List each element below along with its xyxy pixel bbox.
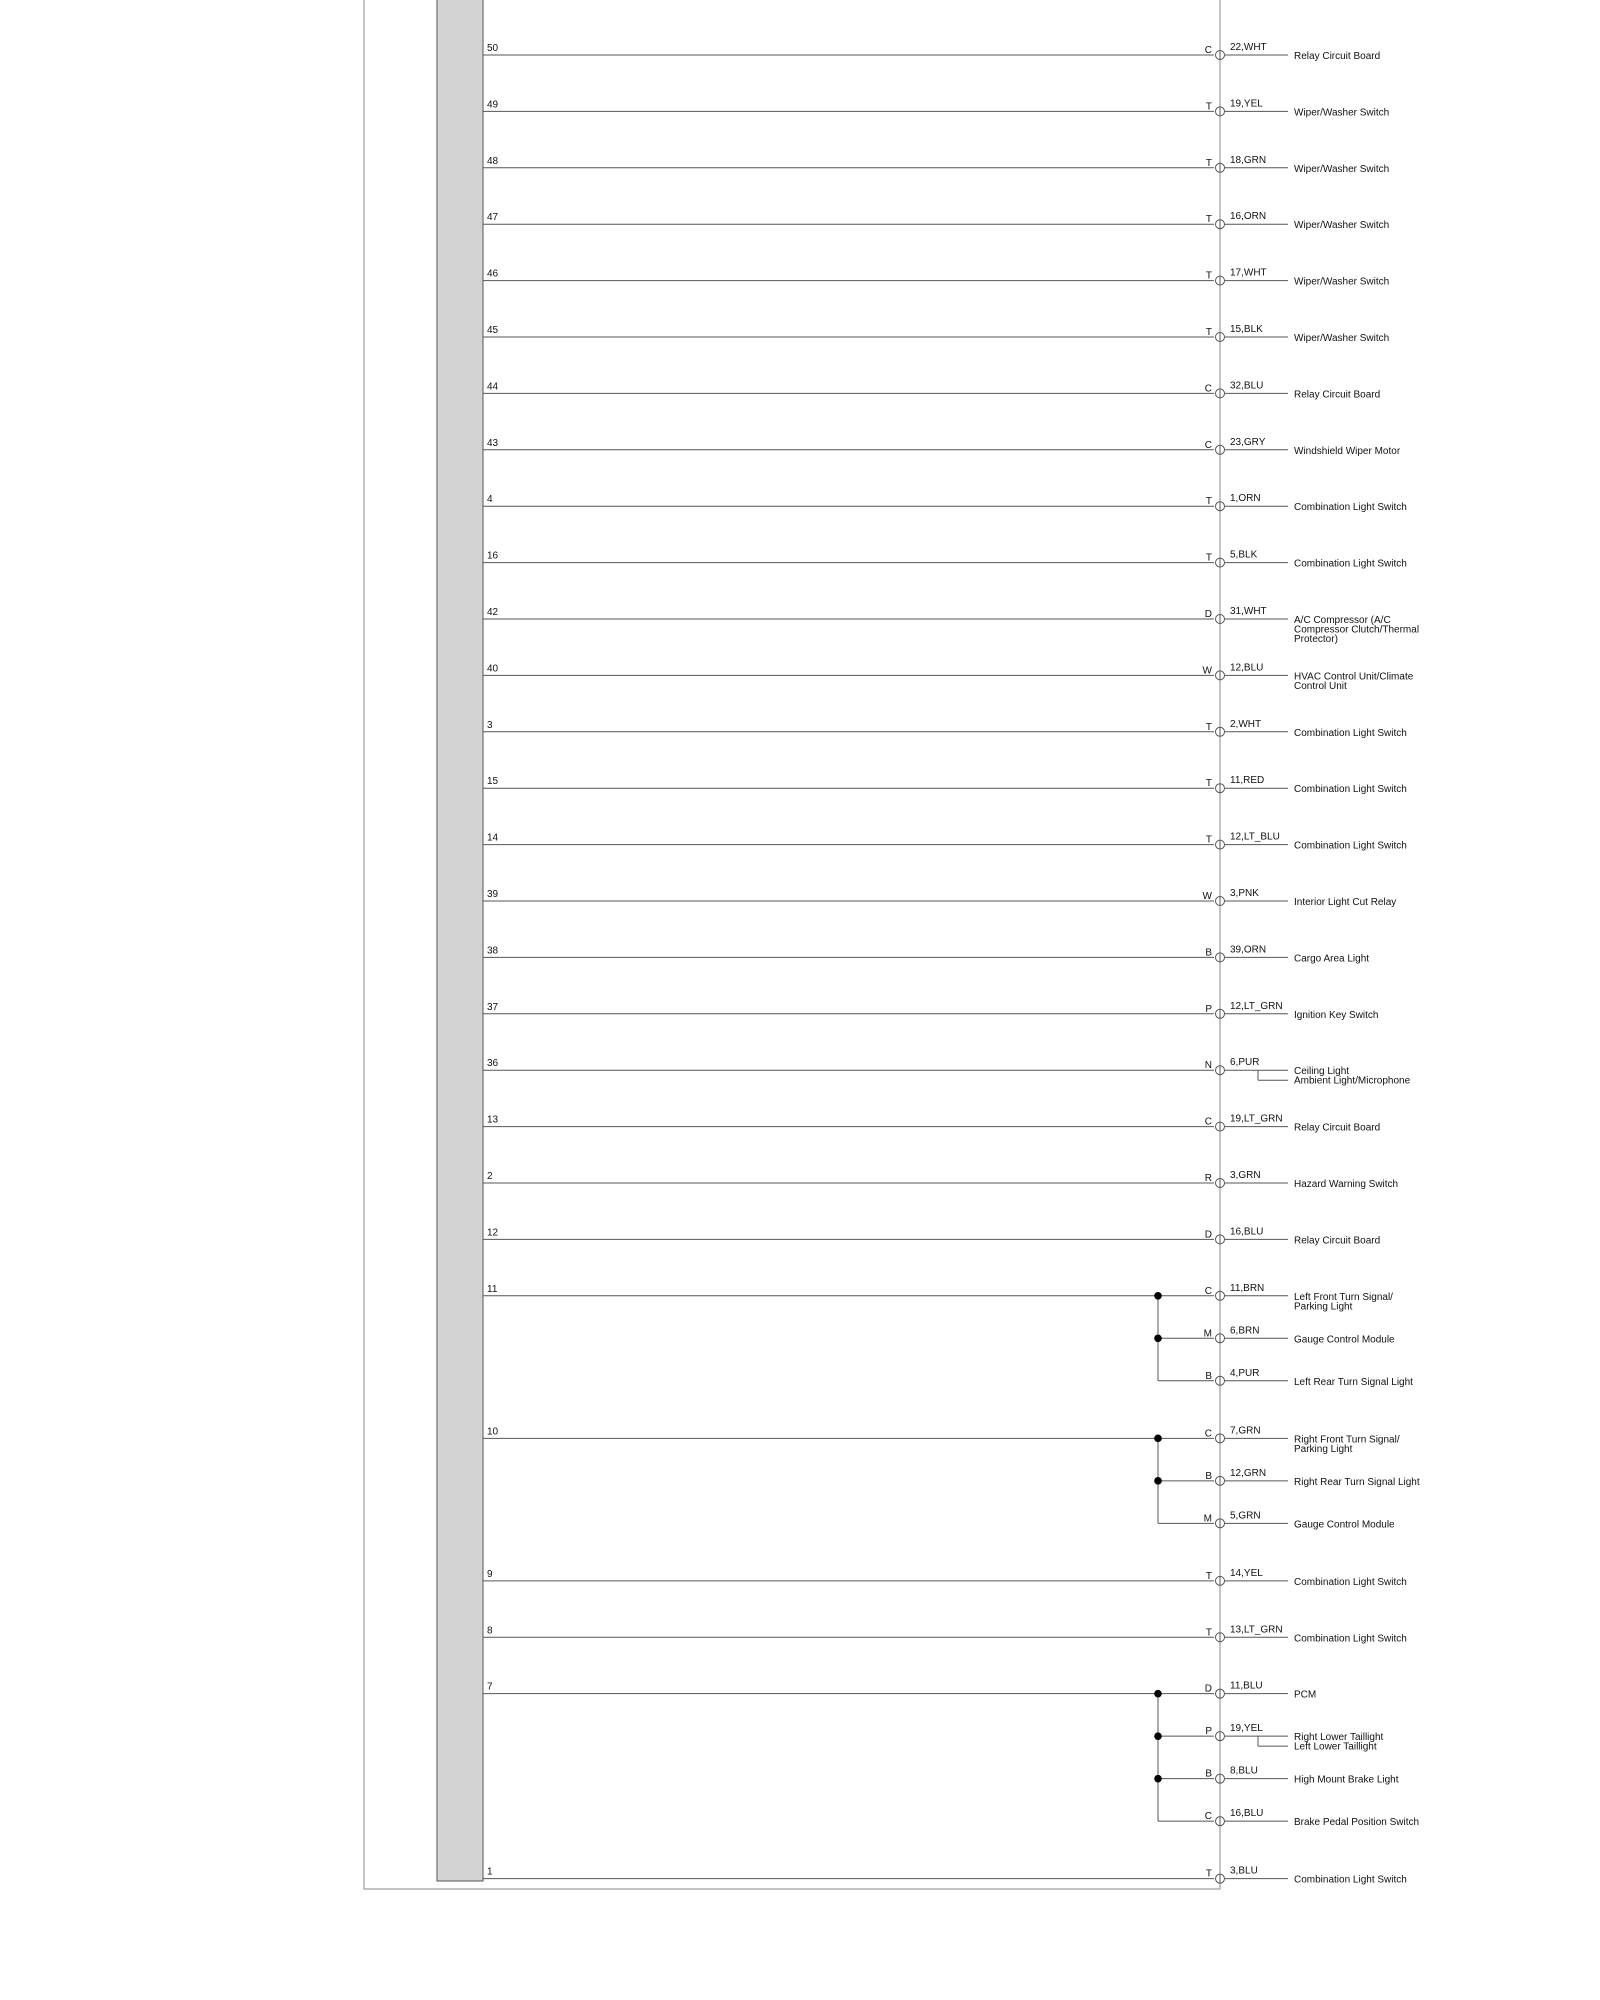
circuit-3	[483, 719, 1407, 739]
connector-letter: D	[1204, 609, 1212, 620]
circuit-36	[483, 1057, 1411, 1087]
destination-label: Cargo Area Light	[1294, 953, 1370, 965]
wire-label: 19,YEL	[1230, 98, 1263, 110]
connector-letter: B	[1205, 1470, 1212, 1482]
pin-number: 46	[487, 268, 499, 280]
wire-label: 2,WHT	[1230, 718, 1262, 730]
circuit-45	[483, 324, 1389, 344]
connector-letter: B	[1205, 1370, 1212, 1382]
wire-label: 23,GRY	[1230, 436, 1266, 448]
circuit-49	[483, 98, 1389, 118]
wire-label: 3,PNK	[1230, 888, 1259, 899]
wire-label: 17,WHT	[1230, 267, 1267, 279]
connector-letter: T	[1205, 157, 1212, 169]
circuit-1	[483, 1866, 1407, 1886]
connector-letter: T	[1205, 214, 1212, 226]
circuit-50	[483, 42, 1380, 62]
connector-letter: C	[1204, 383, 1212, 395]
circuit-14	[483, 832, 1407, 852]
destination-label: Right Front Turn Signal/	[1294, 1434, 1400, 1446]
destination-label: Brake Pedal Position Switch	[1294, 1817, 1420, 1829]
connector-letter: P	[1205, 1726, 1212, 1738]
wire-label: 15,BLK	[1230, 324, 1263, 335]
connector-letter: T	[1205, 1868, 1212, 1880]
pin-number: 3	[487, 719, 493, 731]
wire-label: 6,PUR	[1230, 1057, 1260, 1069]
pin-number: 14	[487, 832, 499, 844]
destination-label: Wiper/Washer Switch	[1294, 220, 1390, 232]
destination-label: Ambient Light/Microphone	[1294, 1075, 1411, 1087]
circuit-43	[483, 437, 1401, 457]
connector-letter: T	[1205, 270, 1212, 282]
destination-label: Protector)	[1294, 634, 1338, 645]
destination-label: Ignition Key Switch	[1294, 1009, 1379, 1021]
wire-label: 19,YEL	[1230, 1723, 1263, 1735]
wire-label: 22,WHT	[1230, 42, 1267, 53]
pin-number: 36	[487, 1058, 499, 1070]
wire-label: 16,ORN	[1230, 211, 1267, 223]
pin-number: 44	[487, 381, 499, 393]
circuit-37	[483, 1001, 1379, 1021]
destination-label: Combination Light Switch	[1294, 784, 1407, 796]
destination-label: Combination Light Switch	[1294, 727, 1407, 739]
pin-number: 49	[487, 99, 499, 111]
connector-letter: D	[1204, 1229, 1212, 1241]
pin-number: 11	[487, 1283, 498, 1295]
connector-letter: B	[1205, 947, 1212, 959]
destination-label: Relay Circuit Board	[1294, 51, 1381, 62]
connector-letter: W	[1202, 891, 1212, 902]
destination-label: Compressor Clutch/Thermal	[1294, 624, 1420, 636]
pin-number: 1	[487, 1866, 493, 1878]
destination-label: Left Lower Taillight	[1294, 1741, 1377, 1753]
wire-label: 6,BRN	[1230, 1325, 1260, 1337]
connector-letter: D	[1204, 1683, 1212, 1695]
connector-letter: M	[1203, 1513, 1212, 1525]
pin-number: 37	[487, 1001, 499, 1013]
wire-label: 31,WHT	[1230, 606, 1267, 617]
circuit-39	[483, 888, 1396, 908]
destination-label: Wiper/Washer Switch	[1294, 163, 1390, 175]
destination-label: Right Lower Taillight	[1294, 1732, 1384, 1744]
destination-label: Gauge Control Module	[1294, 1519, 1395, 1531]
circuit-12	[483, 1226, 1380, 1246]
circuit-10	[483, 1425, 1420, 1530]
destination-label: Control Unit	[1294, 680, 1347, 692]
splice-dot	[1154, 1292, 1162, 1300]
wire-label: 7,GRN	[1230, 1425, 1261, 1437]
connector-letter: R	[1204, 1173, 1212, 1184]
splice-dot	[1154, 1335, 1162, 1343]
connector-letter: C	[1204, 1811, 1212, 1823]
pin-number: 50	[487, 43, 499, 54]
wire-label: 13,LT_GRN	[1230, 1624, 1283, 1636]
destination-label: Wiper/Washer Switch	[1294, 107, 1390, 119]
connector-letter: P	[1205, 1003, 1212, 1015]
destination-label: Hazard Warning Switch	[1294, 1179, 1399, 1190]
wire-label: 11,RED	[1230, 775, 1265, 787]
connector-letter: B	[1205, 1768, 1212, 1780]
connector-letter: N	[1204, 1060, 1212, 1072]
destination-label: Left Front Turn Signal/	[1294, 1291, 1393, 1303]
circuit-16	[483, 550, 1407, 570]
destination-label: Combination Light Switch	[1294, 1633, 1407, 1645]
destination-label: Gauge Control Module	[1294, 1334, 1395, 1346]
destination-label: Ceiling Light	[1294, 1066, 1350, 1078]
wire-label: 32,BLU	[1230, 380, 1264, 392]
pin-number: 40	[487, 663, 499, 675]
pin-number: 45	[487, 325, 499, 336]
circuit-47	[483, 211, 1389, 231]
destination-label: Windshield Wiper Motor	[1294, 445, 1401, 457]
connector-letter: C	[1204, 45, 1212, 56]
pin-number: 12	[487, 1227, 499, 1239]
destination-label: Combination Light Switch	[1294, 558, 1407, 570]
connector-letter: T	[1205, 1627, 1212, 1639]
circuit-4	[483, 493, 1407, 513]
destination-label: Relay Circuit Board	[1294, 389, 1381, 401]
pin-number: 47	[487, 212, 499, 224]
circuit-38	[483, 944, 1369, 964]
circuit-40	[483, 662, 1414, 692]
connector-letter: T	[1205, 496, 1212, 508]
pin-number: 43	[487, 437, 499, 449]
destination-label: Combination Light Switch	[1294, 1576, 1407, 1588]
connector-letter: T	[1205, 721, 1212, 733]
circuit-9	[483, 1568, 1407, 1588]
splice-dot	[1154, 1775, 1162, 1783]
wire-label: 16,BLU	[1230, 1808, 1264, 1820]
splice-dot	[1154, 1435, 1162, 1443]
circuit-2	[483, 1170, 1398, 1190]
pin-number: 13	[487, 1114, 499, 1126]
pin-number: 16	[487, 550, 499, 562]
connector-letter: M	[1203, 1328, 1212, 1340]
wire-label: 18,GRN	[1230, 154, 1267, 166]
connector-letter: T	[1205, 101, 1212, 113]
destination-label: Relay Circuit Board	[1294, 1235, 1381, 1247]
connector-letter: C	[1204, 1285, 1212, 1297]
wire-label: 16,BLU	[1230, 1226, 1264, 1238]
circuit-15	[483, 775, 1407, 795]
wire-label: 3,GRN	[1230, 1170, 1261, 1181]
wire-label: 14,YEL	[1230, 1567, 1263, 1579]
destination-label: Combination Light Switch	[1294, 502, 1407, 514]
pin-number: 4	[487, 494, 493, 506]
destination-label: Wiper/Washer Switch	[1294, 333, 1390, 344]
connector-letter: C	[1204, 1428, 1212, 1440]
destination-label: High Mount Brake Light	[1294, 1774, 1399, 1786]
wire-label: 4,PUR	[1230, 1367, 1260, 1379]
wire-label: 12,GRN	[1230, 1467, 1267, 1479]
destination-label: Left Rear Turn Signal Light	[1294, 1376, 1413, 1388]
circuit-48	[483, 155, 1389, 175]
pin-number: 7	[487, 1681, 493, 1693]
wire-label: 5,BLK	[1230, 549, 1258, 561]
connector-letter: C	[1204, 439, 1212, 451]
pin-number: 42	[487, 607, 499, 618]
circuit-46	[483, 268, 1389, 288]
splice-dot	[1154, 1690, 1162, 1698]
connector-letter: C	[1204, 1116, 1212, 1128]
wire-label: 8,BLU	[1230, 1765, 1258, 1777]
pin-number: 48	[487, 155, 499, 167]
pin-number: 8	[487, 1625, 493, 1637]
destination-label: PCM	[1294, 1689, 1317, 1701]
circuit-11	[483, 1283, 1413, 1388]
connector-letter: W	[1202, 665, 1212, 677]
destination-label: Wiper/Washer Switch	[1294, 276, 1390, 288]
destination-label: Relay Circuit Board	[1294, 1122, 1381, 1134]
pin-number: 10	[487, 1426, 499, 1438]
pin-number: 9	[487, 1568, 493, 1580]
circuit-8	[483, 1624, 1407, 1644]
wire-label: 11,BRN	[1230, 1282, 1265, 1294]
circuit-42	[483, 606, 1419, 645]
wire-label: 12,LT_BLU	[1230, 831, 1280, 843]
connector-letter: T	[1205, 552, 1212, 564]
circuits-layer	[483, 42, 1420, 1886]
wire-label: 1,ORN	[1230, 493, 1261, 505]
destination-label: Parking Light	[1294, 1443, 1353, 1455]
pin-number: 15	[487, 776, 499, 788]
wire-label: 19,LT_GRN	[1230, 1113, 1283, 1125]
wire-label: 39,ORN	[1230, 944, 1267, 956]
connector-letter: T	[1205, 1570, 1212, 1582]
destination-label: Right Rear Turn Signal Light	[1294, 1476, 1420, 1488]
connector-letter: T	[1205, 778, 1212, 790]
destination-label: Combination Light Switch	[1294, 840, 1407, 852]
destination-label: Parking Light	[1294, 1301, 1353, 1313]
wire-label: 11,BLU	[1230, 1680, 1263, 1692]
pin-number: 38	[487, 945, 499, 957]
destination-label: A/C Compressor (A/C	[1294, 615, 1391, 626]
circuit-44	[483, 380, 1380, 400]
splice-dot	[1154, 1477, 1162, 1485]
wire-label: 5,GRN	[1230, 1510, 1261, 1522]
wire-label: 3,BLU	[1230, 1865, 1258, 1877]
destination-label: Interior Light Cut Relay	[1294, 897, 1397, 908]
destination-label: HVAC Control Unit/Climate	[1294, 671, 1414, 683]
circuit-13	[483, 1114, 1380, 1134]
connector-block	[437, 0, 483, 1881]
circuit-7	[483, 1681, 1419, 1829]
destination-label: Combination Light Switch	[1294, 1874, 1407, 1886]
connector-letter: T	[1205, 834, 1212, 846]
connector-letter: T	[1205, 327, 1212, 338]
wire-label: 12,LT_GRN	[1230, 1000, 1283, 1012]
splice-dot	[1154, 1732, 1162, 1740]
wire-label: 12,BLU	[1230, 662, 1264, 674]
pin-number: 2	[487, 1171, 493, 1182]
pin-number: 39	[487, 889, 499, 900]
